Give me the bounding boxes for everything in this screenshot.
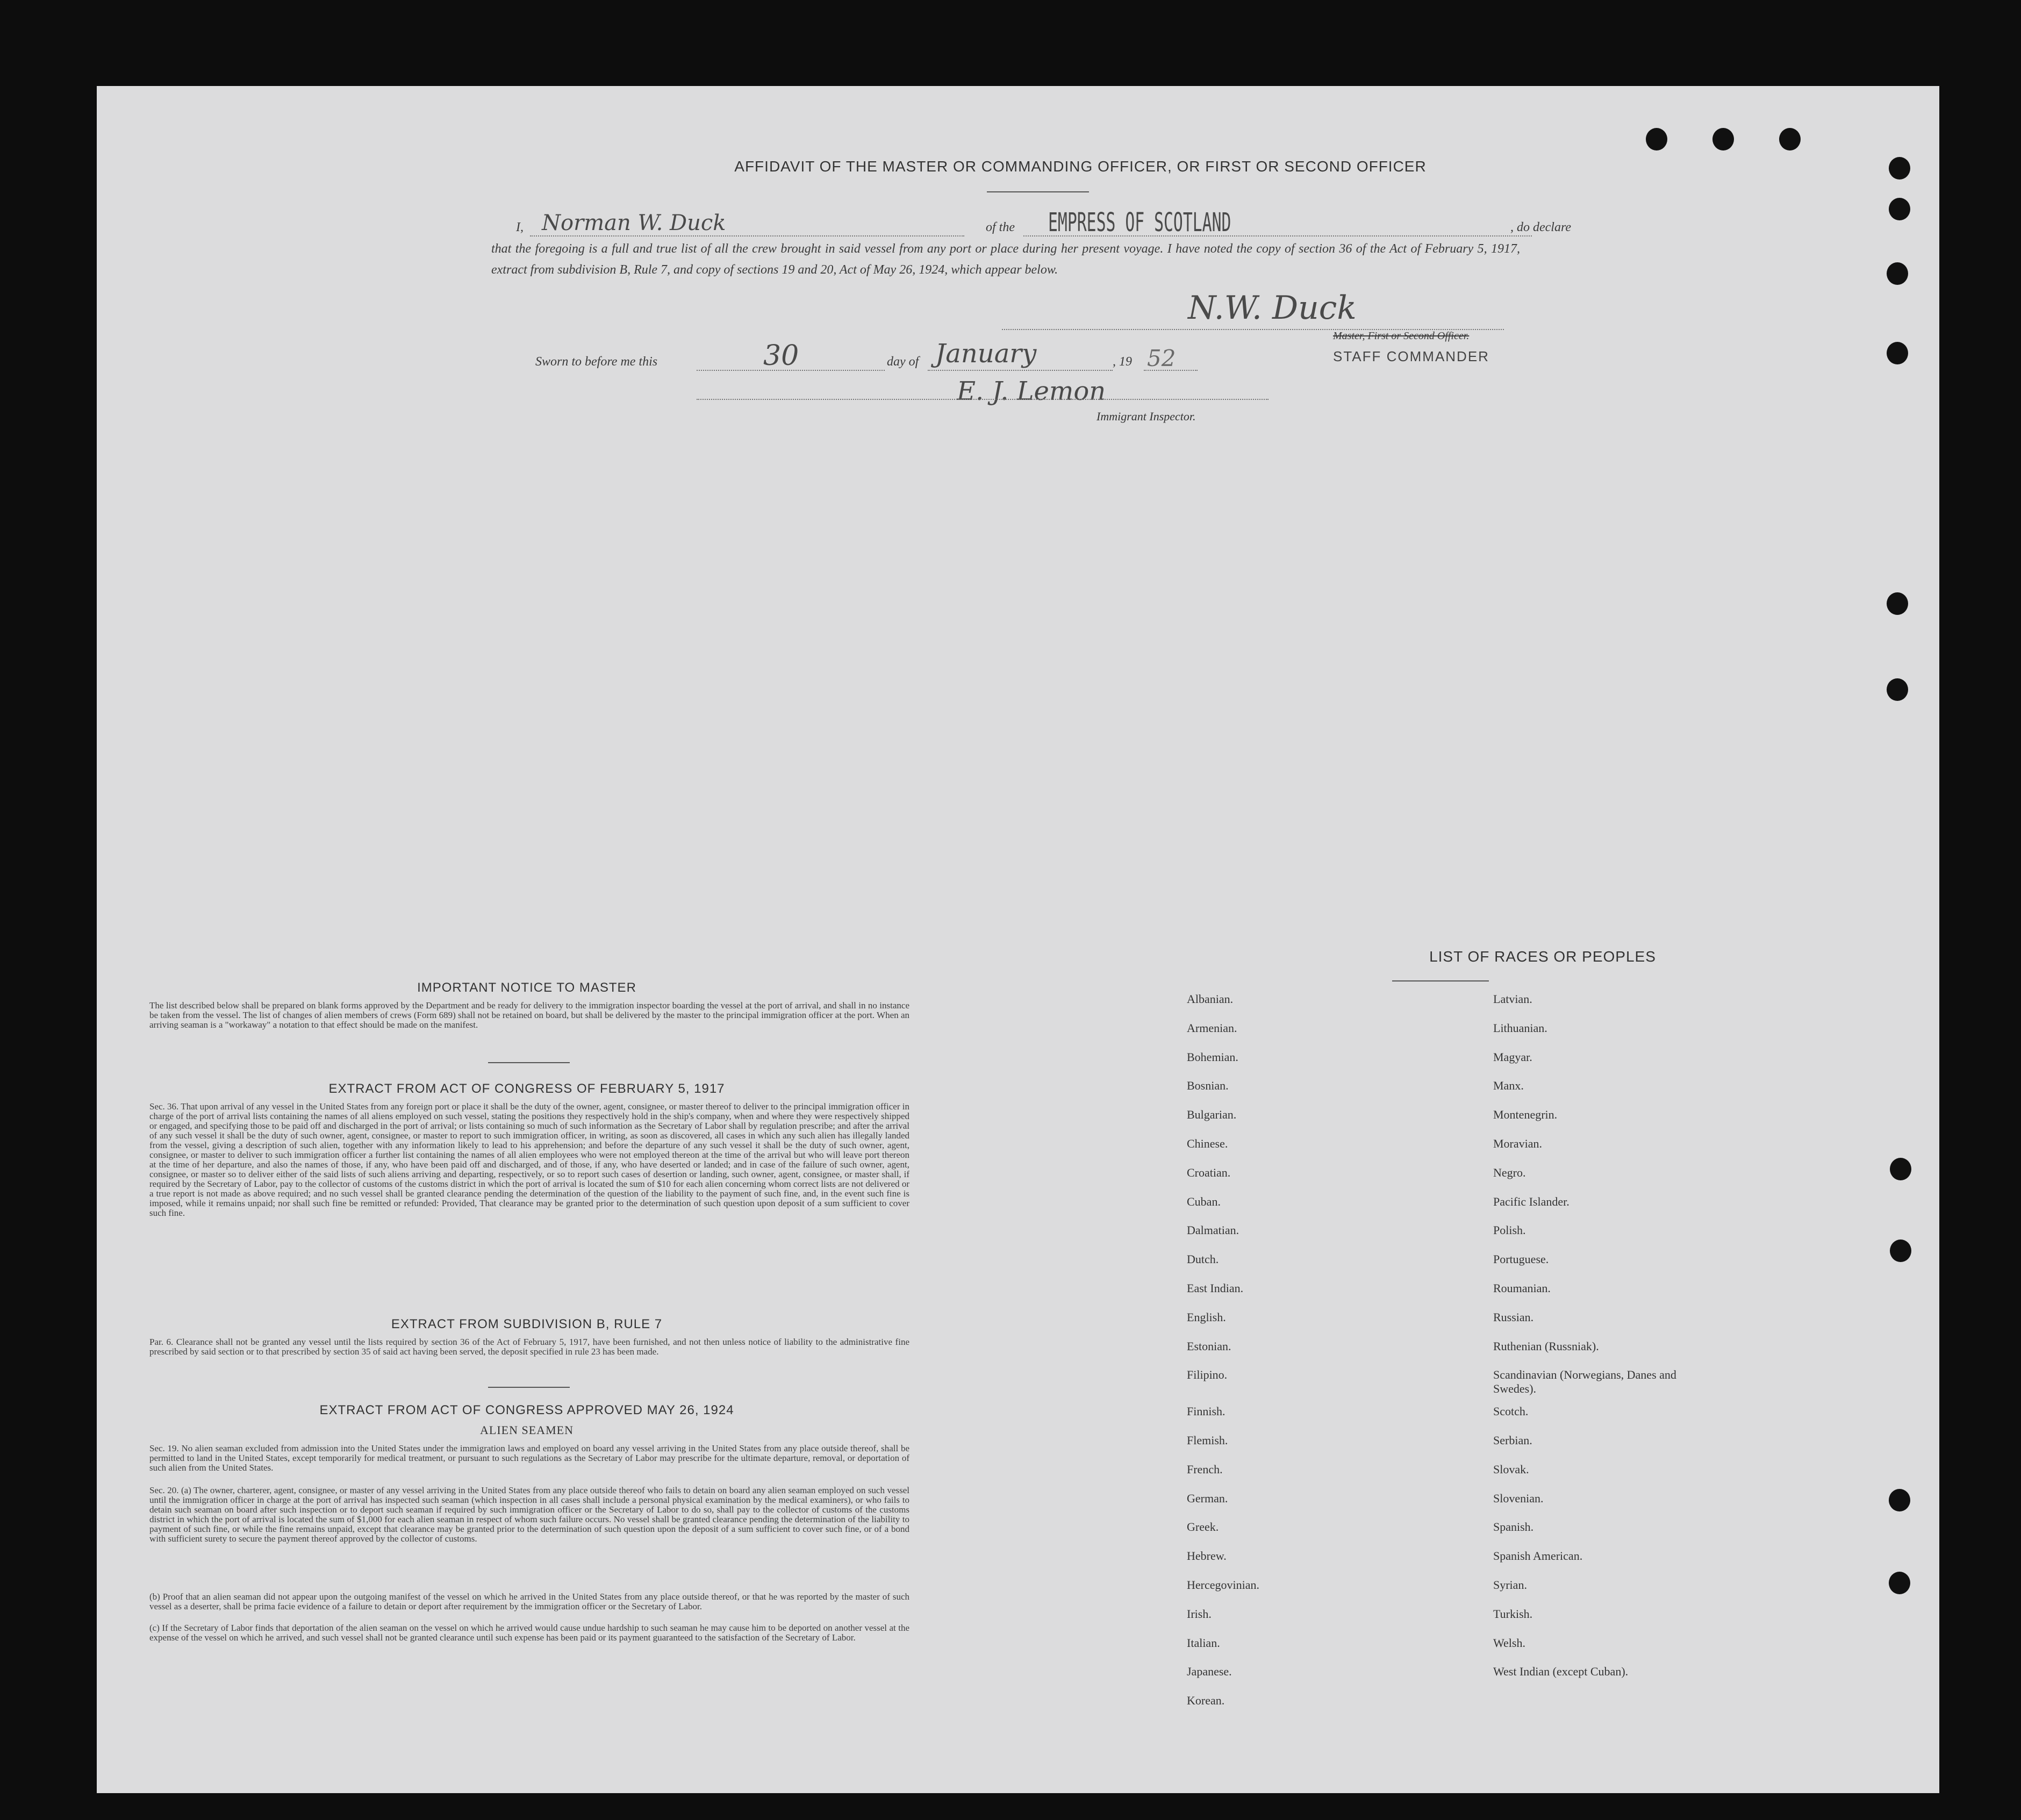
punch-hole <box>1779 128 1801 151</box>
rule7-divider <box>488 1387 570 1388</box>
extract-1924-sec20c: (c) If the Secretary of Labor finds that deportation of the alien seaman on the vessel on which he arrived would cause undue hardship to such seaman he may cause him to be deported on another vessel at the expense of the vessel on which he arrived, and such vessel shall not be granted clearance until such expense has been paid or its payment guaranteed to the satisfaction of the Secretary of Labor. <box>149 1623 909 1643</box>
inspector-signature: E. J. Lemon <box>957 376 1106 406</box>
race-item: French. <box>1187 1462 1223 1476</box>
race-item: Welsh. <box>1493 1636 1525 1650</box>
race-item: Polish. <box>1493 1223 1526 1237</box>
day-of-label: day of <box>887 355 919 369</box>
race-item: Hercegovinian. <box>1187 1578 1259 1592</box>
race-item: Turkish. <box>1493 1607 1533 1621</box>
extract-rule7-heading: EXTRACT FROM SUBDIVISION B, RULE 7 <box>391 1317 663 1331</box>
officer-name-line <box>530 235 964 237</box>
race-item: Italian. <box>1187 1636 1220 1650</box>
race-item: Russian. <box>1493 1310 1534 1324</box>
race-item: Bulgarian. <box>1187 1108 1237 1122</box>
sworn-month-line <box>928 370 1113 371</box>
race-item: Manx. <box>1493 1079 1524 1093</box>
race-item: Portuguese. <box>1493 1252 1549 1266</box>
punch-hole <box>1889 1572 1910 1594</box>
race-item: Slovak. <box>1493 1462 1529 1476</box>
punch-hole <box>1889 198 1910 220</box>
extract-1924-sec20b: (b) Proof that an alien seaman did not appear upon the outgoing manifest of the vessel on which he arrived in the United States from any place outside thereof, or that he was reported by the master of such vessel as a deserter, shall be prima facie evidence of a failure to detain or deport after requirement by the immigration officer or the Secretary of Labor. <box>149 1592 909 1611</box>
race-item: Chinese. <box>1187 1137 1228 1150</box>
race-item: Hebrew. <box>1187 1549 1227 1563</box>
punch-hole <box>1887 262 1908 285</box>
race-item: Cuban. <box>1187 1194 1221 1208</box>
year-prefix: , 19 <box>1113 355 1132 369</box>
race-item: Estonian. <box>1187 1339 1231 1353</box>
declaration-prefix: I, <box>516 220 524 234</box>
races-heading: LIST OF RACES OR PEOPLES <box>1429 948 1656 965</box>
punch-hole <box>1890 1158 1911 1180</box>
race-item: Montenegrin. <box>1493 1108 1558 1122</box>
extract-1924-heading: EXTRACT FROM ACT OF CONGRESS APPROVED MAY 26, 1924 <box>319 1403 734 1417</box>
punch-hole <box>1712 128 1734 151</box>
race-item: Flemish. <box>1187 1434 1228 1447</box>
race-item: Spanish American. <box>1493 1549 1583 1563</box>
inspector-label: Immigrant Inspector. <box>1096 410 1196 423</box>
sworn-year-handwritten: 52 <box>1147 345 1176 371</box>
extract-rule7-text: Par. 6. Clearance shall not be granted any vessel until the lists required by section 36 of the Act of February 5, 1917, have been furnished, and not then unless notice of liability to the administrative fine prescribed by said section or to that prescribed by section 35 of said act having been served, the deposit specified in rule 23 has been made. <box>149 1337 909 1357</box>
punch-hole <box>1646 128 1667 151</box>
race-item: Syrian. <box>1493 1578 1527 1592</box>
sworn-month-handwritten: January <box>935 339 1037 369</box>
race-item: Negro. <box>1493 1165 1526 1179</box>
race-item: Armenian. <box>1187 1021 1237 1035</box>
title-divider <box>987 191 1089 192</box>
race-item: Korean. <box>1187 1694 1225 1708</box>
punch-hole <box>1887 592 1908 615</box>
race-item: Finnish. <box>1187 1405 1226 1418</box>
race-item: Greek. <box>1187 1520 1219 1534</box>
race-item: Roumanian. <box>1493 1281 1551 1295</box>
punch-hole <box>1890 1239 1911 1262</box>
race-item: Pacific Islander. <box>1493 1194 1570 1208</box>
race-item: Spanish. <box>1493 1520 1534 1534</box>
race-item: Slovenian. <box>1493 1491 1544 1505</box>
race-item: Latvian. <box>1493 992 1532 1006</box>
race-item: Filipino. <box>1187 1368 1228 1382</box>
races-divider <box>1392 980 1489 981</box>
race-item: English. <box>1187 1310 1226 1324</box>
race-item: Ruthenian (Russniak). <box>1493 1339 1599 1353</box>
notice-heading: IMPORTANT NOTICE TO MASTER <box>417 980 636 995</box>
extract-1917-heading: EXTRACT FROM ACT OF CONGRESS OF FEBRUARY 5, 1917 <box>328 1081 725 1096</box>
race-item: Dutch. <box>1187 1252 1219 1266</box>
race-item: Lithuanian. <box>1493 1021 1547 1035</box>
notice-divider <box>488 1062 570 1063</box>
declaration-body: that the foregoing is a full and true list of all the crew brought in said vessel from any port or place during her present voyage. I have noted the copy of section 36 of the Act of February 5, 1917, extract from subdivision B, Rule 7, and copy of sections 19 and 20, Act of May 26, 1924, which appear below. <box>491 242 1520 277</box>
race-item: Moravian. <box>1493 1137 1543 1150</box>
race-item: Scotch. <box>1493 1405 1529 1418</box>
race-item: Scandinavian (Norwegians, Danes and Swedes). <box>1493 1368 1676 1396</box>
race-item: Croatian. <box>1187 1165 1231 1179</box>
vessel-name-stamp: EMPRESS OF SCOTLAND <box>1048 207 1231 238</box>
extract-1924-sec19: Sec. 19. No alien seaman excluded from admission into the United States under the immigration laws and employed on board any vessel arriving in the United States from any place outside thereof, shall be permitted to land in the United States, except temporarily for medical treatment, or pursuant to such regulations as the Secretary of Labor may prescribe for the ultimate departure, removal, or deportation of such alien from the United States. <box>149 1443 909 1473</box>
document-page <box>97 86 1939 1793</box>
notice-text: The list described below shall be prepared on blank forms approved by the Department and be ready for delivery to the immigration inspector boarding the vessel at the port of arrival, and shall in no instance be taken from the vessel. The list of changes of alien members of crews (Form 689) shall not be retained on board, but shall be delivered by the master to the principal immigration officer at the port. When an arriving seaman is a "workaway" a notation to that effect should be made on the manifest. <box>149 1000 909 1030</box>
master-signature: N.W. Duck <box>1188 289 1357 327</box>
race-item: Magyar. <box>1493 1050 1532 1064</box>
race-item: Bohemian. <box>1187 1050 1238 1064</box>
officer-title-stamp: STAFF COMMANDER <box>1333 348 1489 364</box>
officer-title-printed: Master, First or Second Officer. <box>1333 330 1470 342</box>
extract-1917-text: Sec. 36. That upon arrival of any vessel in the United States from any foreign port or place it shall be the duty of the owner, agent, consignee, or master thereof to deliver to the principal immigration officer in charge of the port of arrival lists containing the names of all aliens employed on such vessel, stating the positions they respectively hold in the ship's company, when and where they were respectively shipped or engaged, and specifying those to be paid off and discharged in the port of arrival; or lists containing so much of such information as the Secretary of Labor shall by regulation prescribe; and after the arrival of any such vessel it shall be the duty of such owner, agent, consignee, or master to report to such immigration officer, in writing, as soon as discovered, all cases in which any such alien has illegally landed from the vessel, giving a description of such alien, together with any information likely to lead to his apprehension; and before the departure of any such vessel it shall be the duty of such owner, agent, consignee, or master to deliver to such immigration officer a further list containing the names of all alien employees who were not employed thereon at the time of the arrival but who will leave port thereon at the time of her departure, and also the names of those, if any, who have been paid off and discharged, and of those, if any, who have deserted or landed; and in case of the failure of such owner, agent, consignee, or master so to deliver either of the said lists of such aliens arriving and departing, respectively, or so to report such cases of desertion or landing, such owner, agent, consignee, or master shall, if required by the Secretary of Labor, pay to the collector of customs of the customs district in which the port of arrival is located the sum of $10 for each alien concerning whom correct lists are not delivered or a true report is not made as above required; and no such vessel shall be granted clearance pending the determination of the question of the liability to the payment of such fine, and, in the event such fine is imposed, while it remains unpaid; nor shall such fine be remitted or refunded: Provided, That clearance may be granted prior to the determination of such question upon deposit of a sum sufficient to cover such fine. <box>149 1101 909 1218</box>
race-item: Bosnian. <box>1187 1079 1229 1093</box>
race-item: Albanian. <box>1187 992 1234 1006</box>
officer-name-handwritten: Norman W. Duck <box>542 211 726 235</box>
sworn-day-handwritten: 30 <box>763 340 799 372</box>
race-item: West Indian (except Cuban). <box>1493 1665 1629 1679</box>
of-the-label: of the <box>986 220 1015 234</box>
race-item: Japanese. <box>1187 1665 1232 1679</box>
race-item: East Indian. <box>1187 1281 1244 1295</box>
race-item: Dalmatian. <box>1187 1223 1239 1237</box>
punch-hole <box>1889 157 1910 180</box>
sworn-label: Sworn to before me this <box>535 355 658 369</box>
race-item: Irish. <box>1187 1607 1212 1621</box>
extract-1924-subheading: ALIEN SEAMEN <box>480 1423 574 1437</box>
punch-hole <box>1889 1489 1910 1511</box>
do-declare-label: , do declare <box>1510 220 1572 234</box>
sworn-year-line <box>1144 370 1198 371</box>
punch-hole <box>1887 678 1908 701</box>
affidavit-title: AFFIDAVIT OF THE MASTER OR COMMANDING OFFICER, OR FIRST OR SECOND OFFICER <box>734 158 1427 175</box>
race-item: Serbian. <box>1493 1434 1532 1447</box>
extract-1924-sec20a: Sec. 20. (a) The owner, charterer, agent, consignee, or master of any vessel arriving in the United States from any place outside thereof who fails to detain on board any alien seaman employed on such vessel until the immigration officer in charge at the port of arrival has inspected such seaman (which inspection in all cases shall include a personal physical examination by the medical examiners), or who fails to detain such seaman on board after such inspection or to deport such seaman if required by such immigration officer or the Secretary of Labor to do so, shall pay to the collector of customs of the customs district in which the port of arrival is located the sum of $1,000 for each alien seaman in respect of whom such failure occurs. No vessel shall be granted clearance pending the determination of the liability to payment of such fine, or while the fine remains unpaid, except that clearance may be granted prior to the determination of such question upon the deposit of a sum sufficient to cover such fine, or of a bond with sufficient surety to secure the payment thereof approved by the collector of customs. <box>149 1485 909 1544</box>
race-item: German. <box>1187 1491 1228 1505</box>
inspector-line <box>697 399 1268 400</box>
punch-hole <box>1887 342 1908 364</box>
